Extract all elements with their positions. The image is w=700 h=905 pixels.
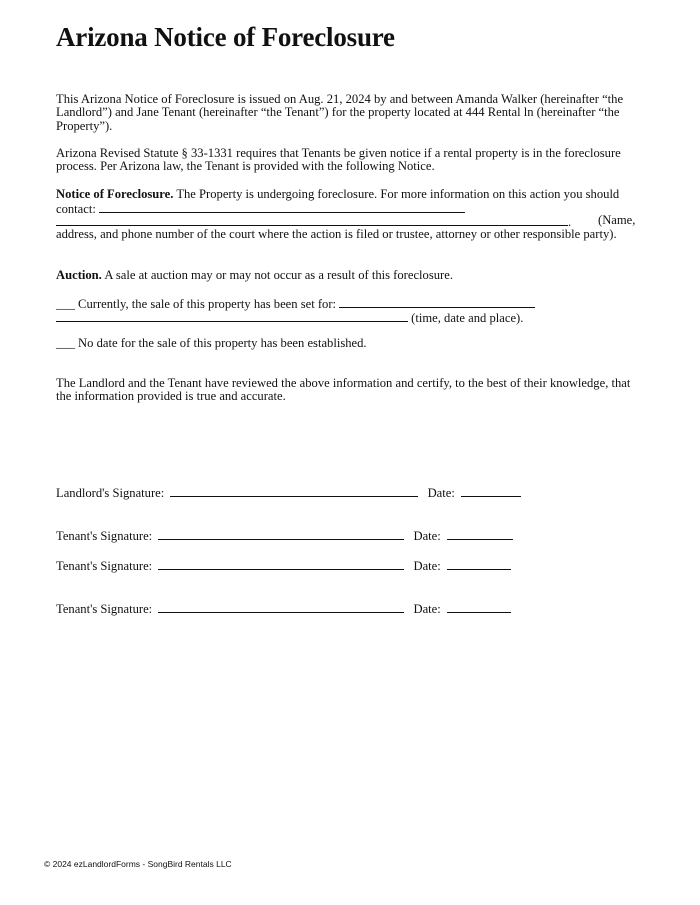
landlord-signature-line[interactable] bbox=[170, 485, 418, 497]
document-title: Arizona Notice of Foreclosure bbox=[56, 22, 395, 52]
option-no-date bbox=[56, 337, 367, 350]
landlord-signature-label: Landlord's Signature: bbox=[56, 486, 165, 500]
tenant-date-line[interactable] bbox=[447, 558, 511, 570]
option-no-date-checkbox[interactable]: ___ bbox=[56, 336, 75, 350]
tenant-signature-line[interactable] bbox=[158, 558, 404, 570]
option-set-label: Currently, the sale of this property has been set for: bbox=[78, 297, 337, 311]
notice-text: The Property is undergoing foreclosure. For more information on this action you should contact: bbox=[56, 187, 620, 217]
landlord-date-line[interactable] bbox=[461, 485, 521, 497]
landlord-signature-row bbox=[56, 485, 527, 501]
tenant-signature-label: Tenant's Signature: bbox=[56, 529, 153, 543]
certification-paragraph: The Landlord and the Tenant have reviewed the above information and certify, to the best of their knowledge, that the information provided is true and accurate. bbox=[56, 376, 631, 404]
notice-note: address, and phone number of the court where the action is filed or trustee, attorney or other responsible party). bbox=[56, 227, 617, 241]
auction-text: A sale at auction may or may not occur as a result of this foreclosure. bbox=[104, 268, 453, 282]
sale-date-blank-2[interactable] bbox=[56, 310, 408, 322]
tenant-date-label: Date: bbox=[413, 602, 441, 616]
tenant-date-label: Date: bbox=[413, 559, 441, 573]
tenant-signature-label: Tenant's Signature: bbox=[56, 602, 153, 616]
auction-heading: Auction. bbox=[56, 268, 102, 282]
contact-blank-line-1[interactable] bbox=[99, 201, 465, 213]
option-no-date-label: No date for the sale of this property has been established. bbox=[78, 336, 367, 350]
notice-paragraph bbox=[56, 188, 646, 217]
notice-heading: Notice of Foreclosure. bbox=[56, 187, 174, 201]
sale-date-blank-1[interactable] bbox=[339, 296, 535, 308]
contact-blank-line-2[interactable] bbox=[56, 214, 568, 226]
tenant-date-label: Date: bbox=[413, 529, 441, 543]
auction-paragraph bbox=[56, 269, 646, 282]
tenant-signature-line[interactable] bbox=[158, 601, 404, 613]
tenant-signature-line[interactable] bbox=[158, 528, 404, 540]
tenant-signature-row-1 bbox=[56, 528, 519, 544]
page-footer: © 2024 ezLandlordForms - SongBird Rentals LLC bbox=[44, 859, 232, 869]
notice-note-start: (Name, bbox=[598, 213, 636, 227]
time-note: (time, date and place). bbox=[411, 311, 524, 325]
contact-trailing-period: . bbox=[568, 215, 572, 229]
tenant-signature-row-3 bbox=[56, 601, 517, 617]
tenant-signature-row-2 bbox=[56, 558, 517, 574]
statute-paragraph: Arizona Revised Statute § 33-1331 requires that Tenants be given notice if a rental property is in the foreclosure process. Per Arizona law, the Tenant is provided with the following Notice. bbox=[56, 146, 621, 174]
tenant-date-line[interactable] bbox=[447, 528, 513, 540]
landlord-date-label: Date: bbox=[427, 486, 455, 500]
tenant-date-line[interactable] bbox=[447, 601, 511, 613]
tenant-signature-label: Tenant's Signature: bbox=[56, 559, 153, 573]
option-set-checkbox[interactable]: ___ bbox=[56, 297, 75, 311]
sale-date-line-2 bbox=[56, 310, 523, 325]
intro-paragraph: This Arizona Notice of Foreclosure is issued on Aug. 21, 2024 by and between Amanda Walker (hereinafter “the Landlord”) and Jane Tenant (hereinafter “the Tenant”) for the property located at 444 Rental ln (hereinafter “the Property”). bbox=[56, 92, 624, 133]
